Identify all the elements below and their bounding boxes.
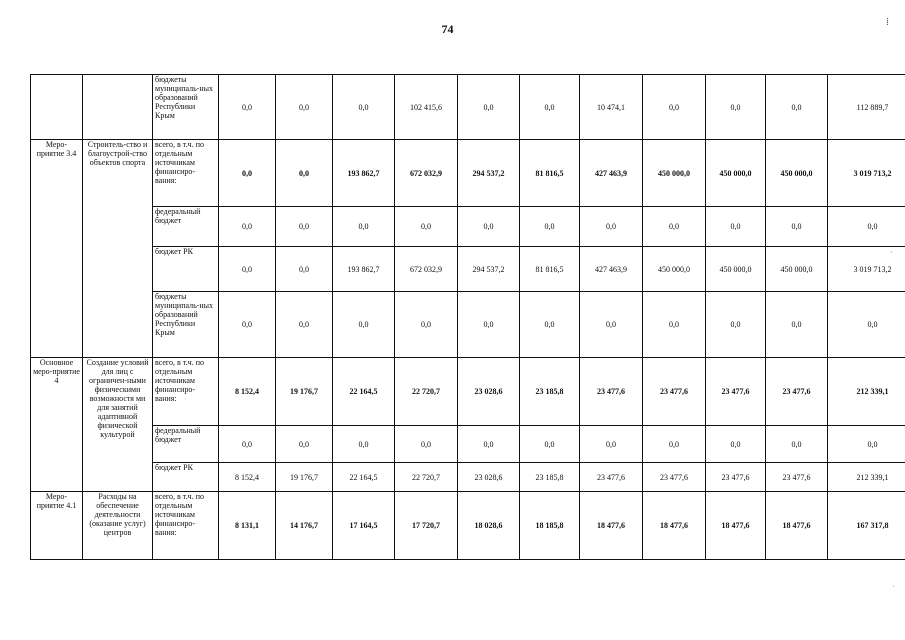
table-row — [31, 247, 905, 292]
value-cell: 19 176,7 — [276, 358, 333, 426]
table-row — [31, 492, 905, 560]
value-cell: 0,0 — [766, 75, 828, 140]
value-cell: 8 152,4 — [219, 358, 276, 426]
value-cell: 0,0 — [458, 292, 520, 358]
value-cell: 294 537,2 — [458, 247, 520, 292]
total-cell: 212 339,1 — [828, 358, 905, 426]
value-cell: 102 415,6 — [395, 75, 458, 140]
scan-artifact-dot: · — [890, 248, 893, 257]
scan-artifact-dot: · — [892, 582, 895, 591]
funding-table — [30, 74, 905, 560]
value-cell: 8 152,4 — [219, 463, 276, 492]
value-cell: 0,0 — [643, 426, 706, 463]
table-row — [31, 463, 905, 492]
table-row — [31, 292, 905, 358]
value-cell: 23 185,8 — [520, 463, 580, 492]
activity-name: Создание условий для лиц с ограничен-ными физическими возможностя ми для занятий адаптивной физической культурой — [83, 358, 153, 492]
value-cell: 23 477,6 — [643, 358, 706, 426]
funding-source: всего, в т.ч. по отдельным источникам финансиро-вания: — [153, 358, 219, 426]
value-cell: 294 537,2 — [458, 140, 520, 207]
value-cell: 0,0 — [520, 75, 580, 140]
funding-source: всего, в т.ч. по отдельным источникам финансиро-вания: — [153, 140, 219, 207]
value-cell: 0,0 — [333, 75, 395, 140]
value-cell: 0,0 — [520, 426, 580, 463]
value-cell: 427 463,9 — [580, 247, 643, 292]
total-cell: 212 339,1 — [828, 463, 905, 492]
value-cell: 0,0 — [766, 426, 828, 463]
funding-source: бюджеты муниципаль-ных образований Республики Крым — [153, 292, 219, 358]
value-cell: 23 028,6 — [458, 358, 520, 426]
value-cell: 0,0 — [766, 207, 828, 247]
value-cell: 8 131,1 — [219, 492, 276, 560]
activity-status: Меро-приятие 3.4 — [31, 140, 83, 358]
value-cell: 193 862,7 — [333, 247, 395, 292]
value-cell: 0,0 — [458, 207, 520, 247]
value-cell: 0,0 — [276, 426, 333, 463]
funding-source: бюджет РК — [153, 247, 219, 292]
value-cell: 81 816,5 — [520, 140, 580, 207]
status-cell-empty — [31, 75, 83, 140]
value-cell: 0,0 — [333, 292, 395, 358]
funding-source: федеральный бюджет — [153, 207, 219, 247]
value-cell: 22 164,5 — [333, 463, 395, 492]
value-cell: 0,0 — [643, 75, 706, 140]
value-cell: 23 185,8 — [520, 358, 580, 426]
value-cell: 14 176,7 — [276, 492, 333, 560]
value-cell: 22 164,5 — [333, 358, 395, 426]
value-cell: 0,0 — [766, 292, 828, 358]
value-cell: 0,0 — [706, 207, 766, 247]
total-cell: 167 317,8 — [828, 492, 905, 560]
value-cell: 18 185,8 — [520, 492, 580, 560]
value-cell: 450 000,0 — [766, 247, 828, 292]
value-cell: 23 477,6 — [706, 358, 766, 426]
value-cell: 0,0 — [333, 426, 395, 463]
value-cell: 22 720,7 — [395, 463, 458, 492]
table-row — [31, 75, 905, 140]
scan-artifact-mark: ⁞ — [886, 16, 890, 28]
value-cell: 0,0 — [520, 292, 580, 358]
value-cell: 450 000,0 — [643, 247, 706, 292]
value-cell: 19 176,7 — [276, 463, 333, 492]
value-cell: 427 463,9 — [580, 140, 643, 207]
name-cell-empty — [83, 75, 153, 140]
total-cell: 3 019 713,2 — [828, 247, 905, 292]
value-cell: 0,0 — [276, 207, 333, 247]
total-cell: 3 019 713,2 — [828, 140, 905, 207]
total-cell: 0,0 — [828, 426, 905, 463]
value-cell: 193 862,7 — [333, 140, 395, 207]
value-cell: 450 000,0 — [706, 140, 766, 207]
total-cell: 0,0 — [828, 292, 905, 358]
value-cell: 23 477,6 — [580, 463, 643, 492]
value-cell: 0,0 — [219, 247, 276, 292]
value-cell: 0,0 — [643, 292, 706, 358]
value-cell: 0,0 — [706, 426, 766, 463]
value-cell: 0,0 — [219, 207, 276, 247]
value-cell: 17 720,7 — [395, 492, 458, 560]
page-number: 74 — [441, 22, 454, 36]
value-cell: 0,0 — [395, 292, 458, 358]
value-cell: 450 000,0 — [643, 140, 706, 207]
total-cell: 0,0 — [828, 207, 905, 247]
value-cell: 17 164,5 — [333, 492, 395, 560]
value-cell: 0,0 — [219, 140, 276, 207]
value-cell: 0,0 — [458, 426, 520, 463]
value-cell: 0,0 — [395, 207, 458, 247]
value-cell: 0,0 — [276, 140, 333, 207]
table-row — [31, 426, 905, 463]
table-row — [31, 207, 905, 247]
activity-name: Расходы на обеспечение деятельности (оказание услуг) центров — [83, 492, 153, 560]
value-cell: 0,0 — [276, 75, 333, 140]
value-cell: 0,0 — [458, 75, 520, 140]
value-cell: 450 000,0 — [766, 140, 828, 207]
activity-name: Строитель-ство и благоустрой-ство объектов спорта — [83, 140, 153, 358]
value-cell: 18 477,6 — [766, 492, 828, 560]
value-cell: 23 477,6 — [766, 358, 828, 426]
value-cell: 672 032,9 — [395, 247, 458, 292]
value-cell: 0,0 — [706, 292, 766, 358]
value-cell: 18 477,6 — [706, 492, 766, 560]
value-cell: 18 477,6 — [643, 492, 706, 560]
activity-status: Основное меро-приятие 4 — [31, 358, 83, 492]
activity-status: Меро-приятие 4.1 — [31, 492, 83, 560]
value-cell: 23 477,6 — [706, 463, 766, 492]
value-cell: 0,0 — [580, 292, 643, 358]
value-cell: 23 477,6 — [580, 358, 643, 426]
value-cell: 0,0 — [219, 426, 276, 463]
total-cell: 112 889,7 — [828, 75, 905, 140]
value-cell: 22 720,7 — [395, 358, 458, 426]
value-cell: 0,0 — [219, 292, 276, 358]
funding-source: федеральный бюджет — [153, 426, 219, 463]
value-cell: 23 477,6 — [643, 463, 706, 492]
value-cell: 0,0 — [580, 207, 643, 247]
value-cell: 18 477,6 — [580, 492, 643, 560]
value-cell: 0,0 — [706, 75, 766, 140]
value-cell: 0,0 — [276, 247, 333, 292]
value-cell: 23 028,6 — [458, 463, 520, 492]
value-cell: 0,0 — [643, 207, 706, 247]
funding-source: бюджет РК — [153, 463, 219, 492]
value-cell: 18 028,6 — [458, 492, 520, 560]
value-cell: 10 474,1 — [580, 75, 643, 140]
value-cell: 0,0 — [580, 426, 643, 463]
table-row — [31, 140, 905, 207]
value-cell: 0,0 — [333, 207, 395, 247]
value-cell: 0,0 — [395, 426, 458, 463]
value-cell: 0,0 — [219, 75, 276, 140]
value-cell: 0,0 — [276, 292, 333, 358]
value-cell: 81 816,5 — [520, 247, 580, 292]
funding-source: бюджеты муниципаль-ных образований Республики Крым — [153, 75, 219, 140]
funding-source: всего, в т.ч. по отдельным источникам финансиро-вания: — [153, 492, 219, 560]
table-row — [31, 358, 905, 426]
value-cell: 450 000,0 — [706, 247, 766, 292]
value-cell: 672 032,9 — [395, 140, 458, 207]
value-cell: 23 477,6 — [766, 463, 828, 492]
value-cell: 0,0 — [520, 207, 580, 247]
